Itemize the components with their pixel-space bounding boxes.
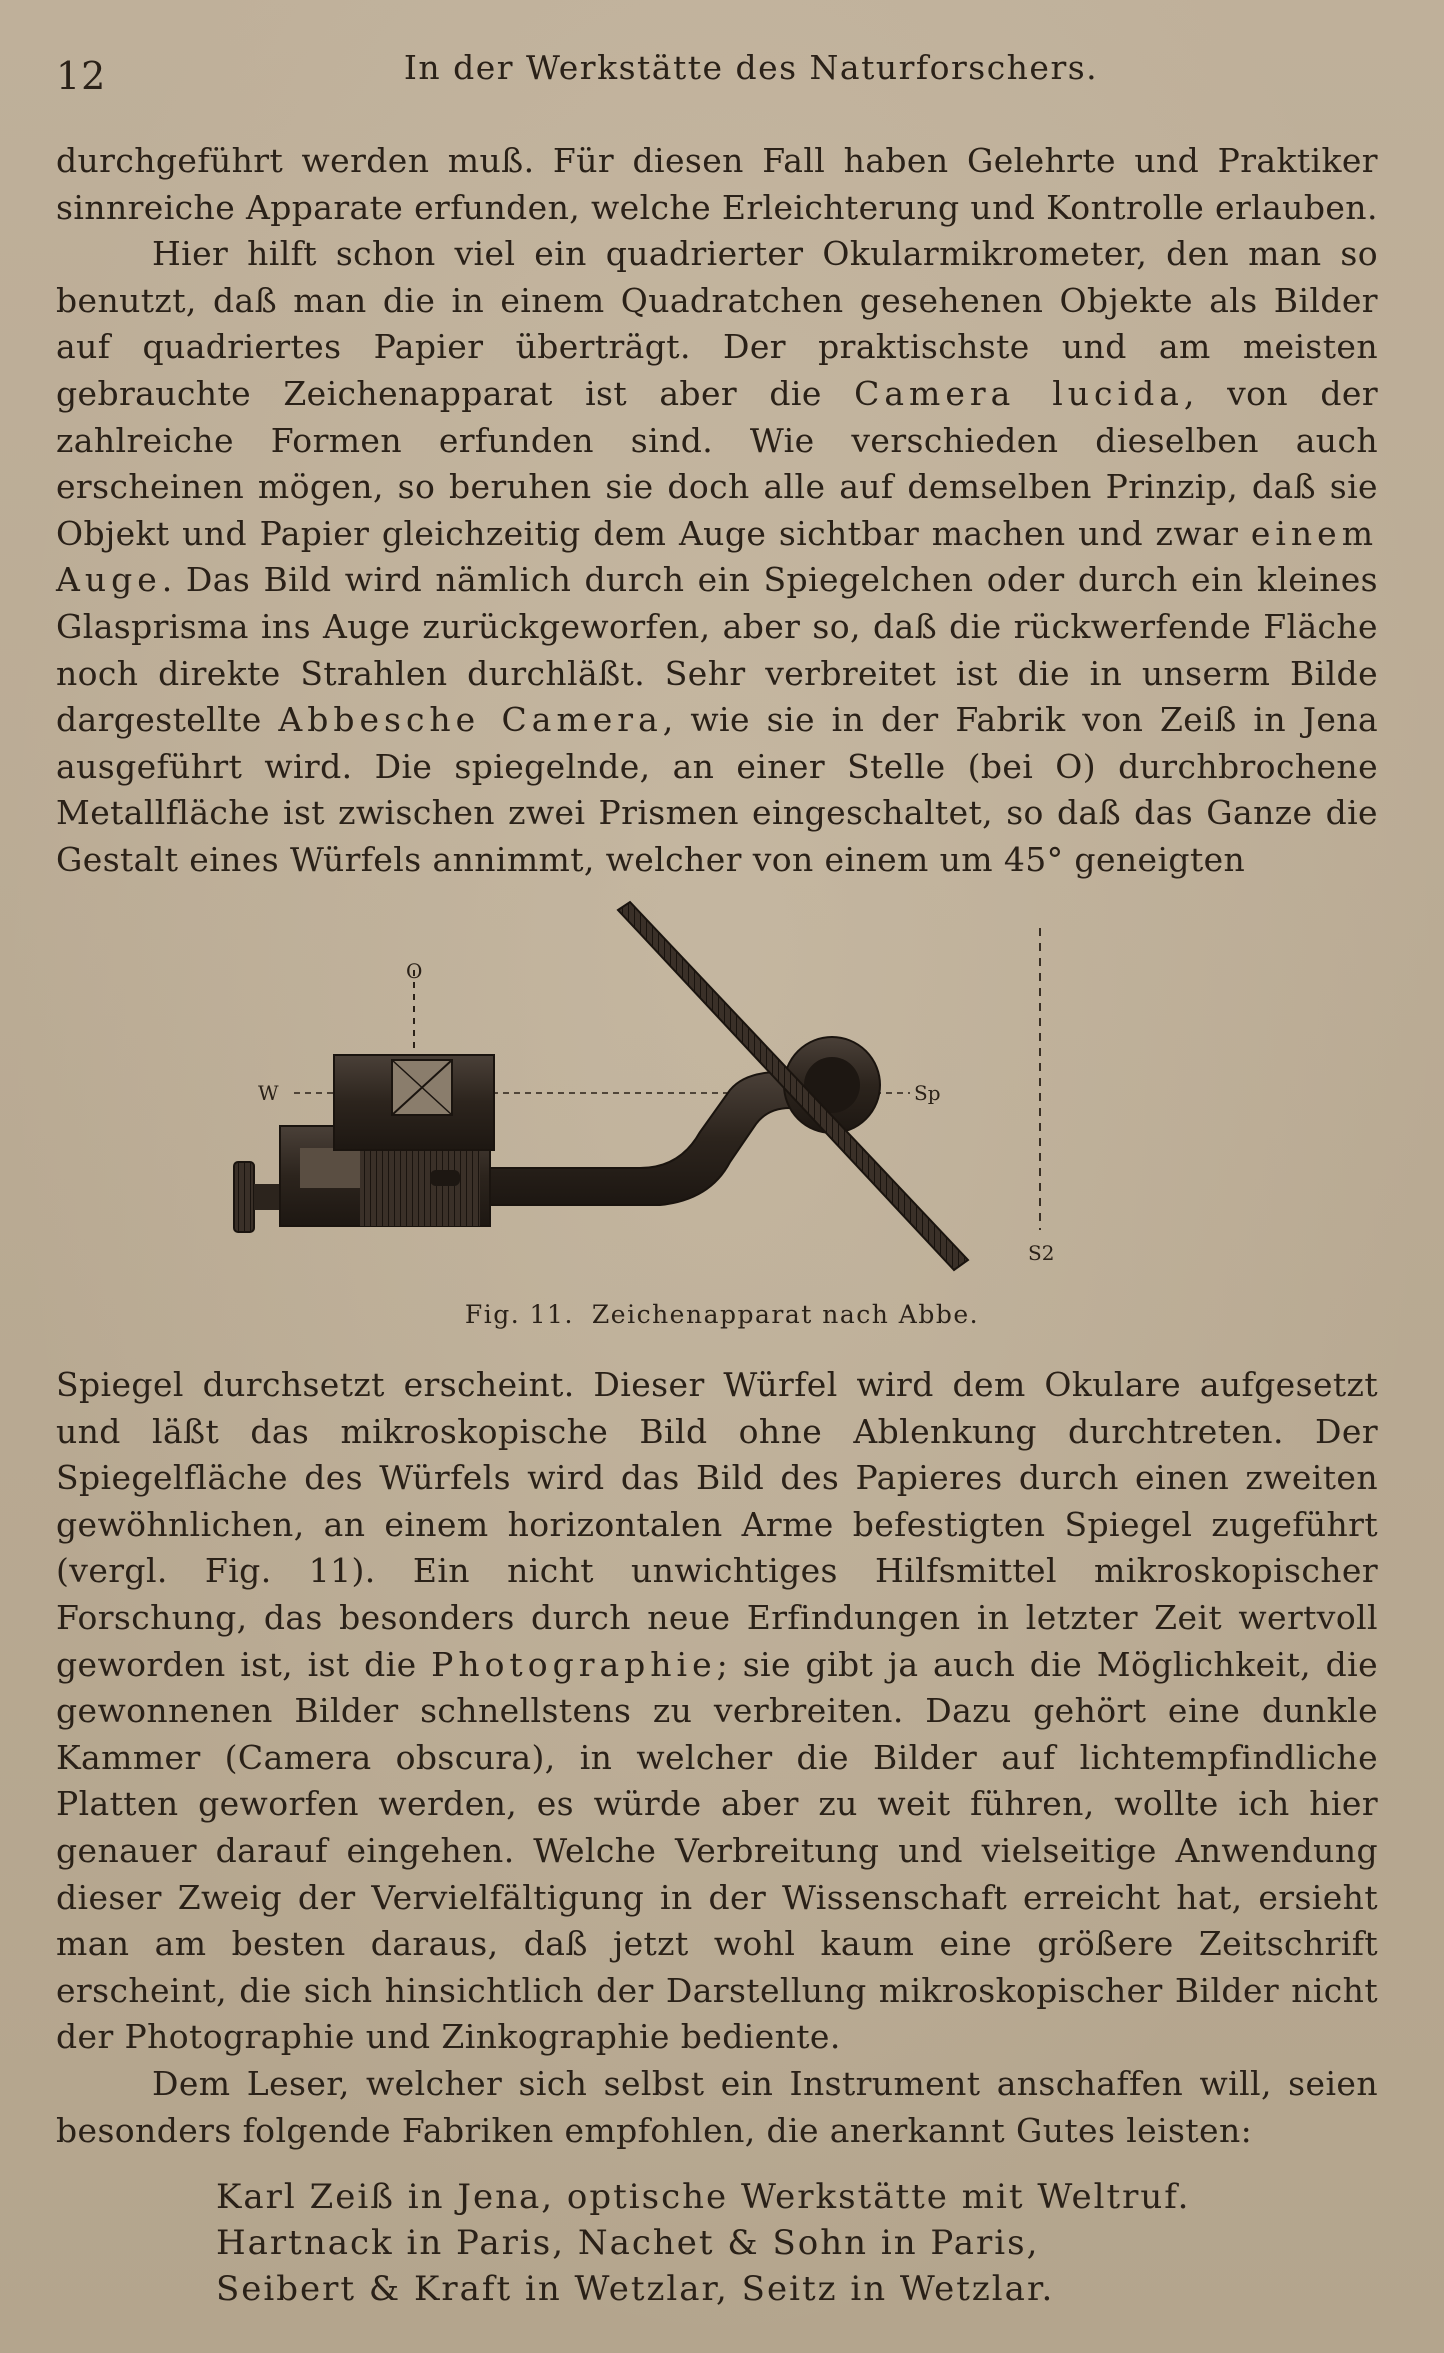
term-einem-auge: einem Auge [56, 513, 1378, 600]
manufacturer-line: Seibert & Kraft in Wetzlar, Seitz in Wetzlar. [216, 2269, 1055, 2309]
label-s2: S2 [1028, 1241, 1055, 1265]
label-w: W [258, 1081, 279, 1105]
paragraph-2-part-4: , wie sie in der Fabrik von Zeiß in Jena ausgeführt wird. Die spiegelnde, an einer Stelle (bei O) durchbrochene Metallfläche ist zwischen zwei Prismen eingeschaltet, so daß das Ganze die Gestalt eines Würfels annimmt, welcher von einem um 45° geneigten [56, 700, 1379, 879]
text-block-bottom [56, 1362, 1378, 2154]
paragraph-2-part-3: . Das Bild wird nämlich durch ein Spiegelchen oder durch ein kleines Glasprisma ins Auge zurückgeworfen, aber so, daß die rückwerfende Fläche noch direkte Strahlen durchläßt. Sehr verbreitet ist die in unserm Bilde dargestellte [56, 560, 1378, 740]
term-abbesche-camera: Abbesche Camera [278, 700, 663, 740]
manufacturer-line: Hartnack in Paris, Nachet & Sohn in Paris, [216, 2223, 1040, 2263]
manufacturer-line: Karl Zeiß in Jena, optische Werkstätte mit Weltruf. [216, 2177, 1191, 2217]
paragraph-2-part-1: Hier hilft schon viel ein quadrierter Okularmikrometer, den man so benutzt, daß man die in einem Quadratchen gesehenen Objekte als Bilder auf quadriertes Papier überträgt. Der praktischste und am meisten gebrauchte Zeichenapparat ist aber die [56, 234, 1378, 413]
abbe-apparatus-illustration [220, 900, 1120, 1300]
paragraph-3 [56, 1362, 1378, 2061]
term-photographie: Photographie [431, 1644, 717, 1684]
text-block-top [56, 138, 1378, 884]
label-o: O [406, 959, 423, 983]
running-head [56, 48, 1376, 98]
manufacturer-list [216, 2174, 1190, 2312]
figure-caption-label: Fig. 11. [464, 1300, 574, 1329]
page-number: 12 [56, 54, 107, 98]
paragraph-3-part-1: Spiegel durchsetzt erscheint. Dieser Würfel wird dem Okulare aufgesetzt und läßt das mikroskopische Bild ohne Ablenkung durchtreten. Der Spiegelfläche des Würfels wird das Bild des Papieres durch einen zweiten gewöhnlichen, an einem horizontalen Arme befestigten Spiegel zugeführt (vergl. Fig. 11). Ein nicht unwichtiges Hilfsmittel mikroskopischer Forschung, das besonders durch neue Erfindungen in letzter Zeit wertvoll geworden ist, ist die [56, 1365, 1378, 1684]
paragraph-1: durchgeführt werden muß. Für diesen Fall haben Gelehrte und Praktiker sinnreiche Apparate erfunden, welche Erleichterung und Kontrolle erlauben. [56, 141, 1378, 227]
figure-abbe-drawing-apparatus [220, 900, 1120, 1300]
figure-caption [0, 1300, 1444, 1329]
paragraph-2 [56, 231, 1378, 883]
paragraph-2-part-2: , von der zahlreiche Formen erfunden sind. Wie verschieden dieselben auch erscheinen mögen, so beruhen sie doch alle auf demselben Prinzip, daß sie Objekt und Papier gleichzeitig dem Auge sichtbar machen und zwar [56, 373, 1378, 553]
figure-caption-text: Zeichenapparat nach Abbe. [591, 1300, 980, 1329]
paragraph-3-part-2: ; sie gibt ja auch die Möglichkeit, die gewonnenen Bilder schnellstens zu verbreiten. Dazu gehört eine dunkle Kammer (Camera obscura), in welcher die Bilder auf lichtempfindliche Platten geworfen werden, es würde aber zu weit führen, wollte ich hier genauer darauf eingehen. Welche Verbreitung und vielseitige Anwendung dieser Zweig der Vervielfältigung in der Wissenschaft erreicht hat, ersieht man am besten daraus, daß jetzt wohl kaum eine größere Zeitschrift erscheint, die sich hinsichtlich der Darstellung mikroskopischer Bilder nicht der Photographie und Zinkographie bediente. [56, 1644, 1378, 2057]
term-camera-lucida: Camera lucida [854, 373, 1184, 413]
running-head-title: In der Werkstätte des Naturforschers. [403, 48, 1099, 87]
paragraph-4: Dem Leser, welcher sich selbst ein Instrument anschaffen will, seien besonders folgende Fabriken empfohlen, die anerkannt Gutes leisten: [56, 2063, 1378, 2150]
label-sp: Sp [914, 1081, 941, 1105]
